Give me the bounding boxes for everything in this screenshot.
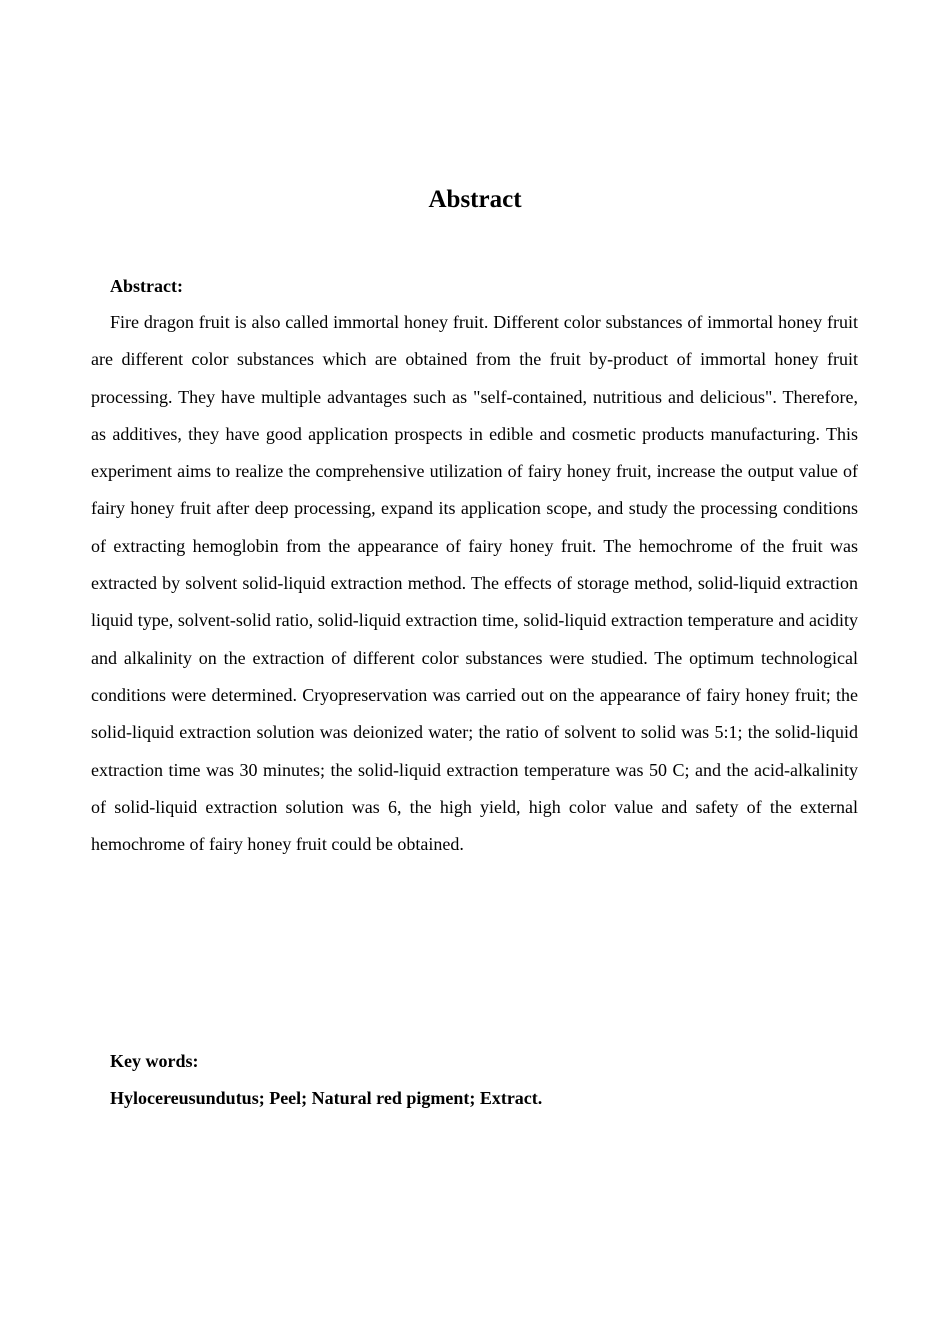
keywords-label: Key words: — [110, 1051, 199, 1071]
keywords-text: Hylocereusundutus; Peel; Natural red pigment; Extract. — [110, 1088, 543, 1108]
abstract-body: Fire dragon fruit is also called immortal honey fruit. Different color substances of immortal honey fruit are different color substances which are obtained from the fruit by-product of immortal honey fruit processing. They have multiple advantages such as "self-contained, nutritious and delicious". Therefore, as additives, they have good application prospects in edible and cosmetic products manufacturing. This experiment aims to realize the comprehensive utilization of fairy honey fruit, increase the output value of fairy honey fruit after deep processing, expand its application scope, and study the processing conditions of extracting hemoglobin from the appearance of fairy honey fruit. The hemochrome of the fruit was extracted by solvent solid-liquid extraction method. The effects of storage method, solid-liquid extraction liquid type, solvent-solid ratio, solid-liquid extraction time, solid-liquid extraction temperature and acidity and alkalinity on the extraction of different color substances were studied. The optimum technological conditions were determined. Cryopreservation was carried out on the appearance of fairy honey fruit; the solid-liquid extraction solution was deionized water; the ratio of solvent to solid was 5:1; the solid-liquid extraction time was 30 minutes; the solid-liquid extraction temperature was 50 C; and the acid-alkalinity of solid-liquid extraction solution was 6, the high yield, high color value and safety of the external hemochrome of fairy honey fruit could be obtained. — [91, 312, 858, 855]
abstract-label: Abstract: — [110, 276, 183, 296]
page-title: Abstract — [428, 186, 522, 213]
